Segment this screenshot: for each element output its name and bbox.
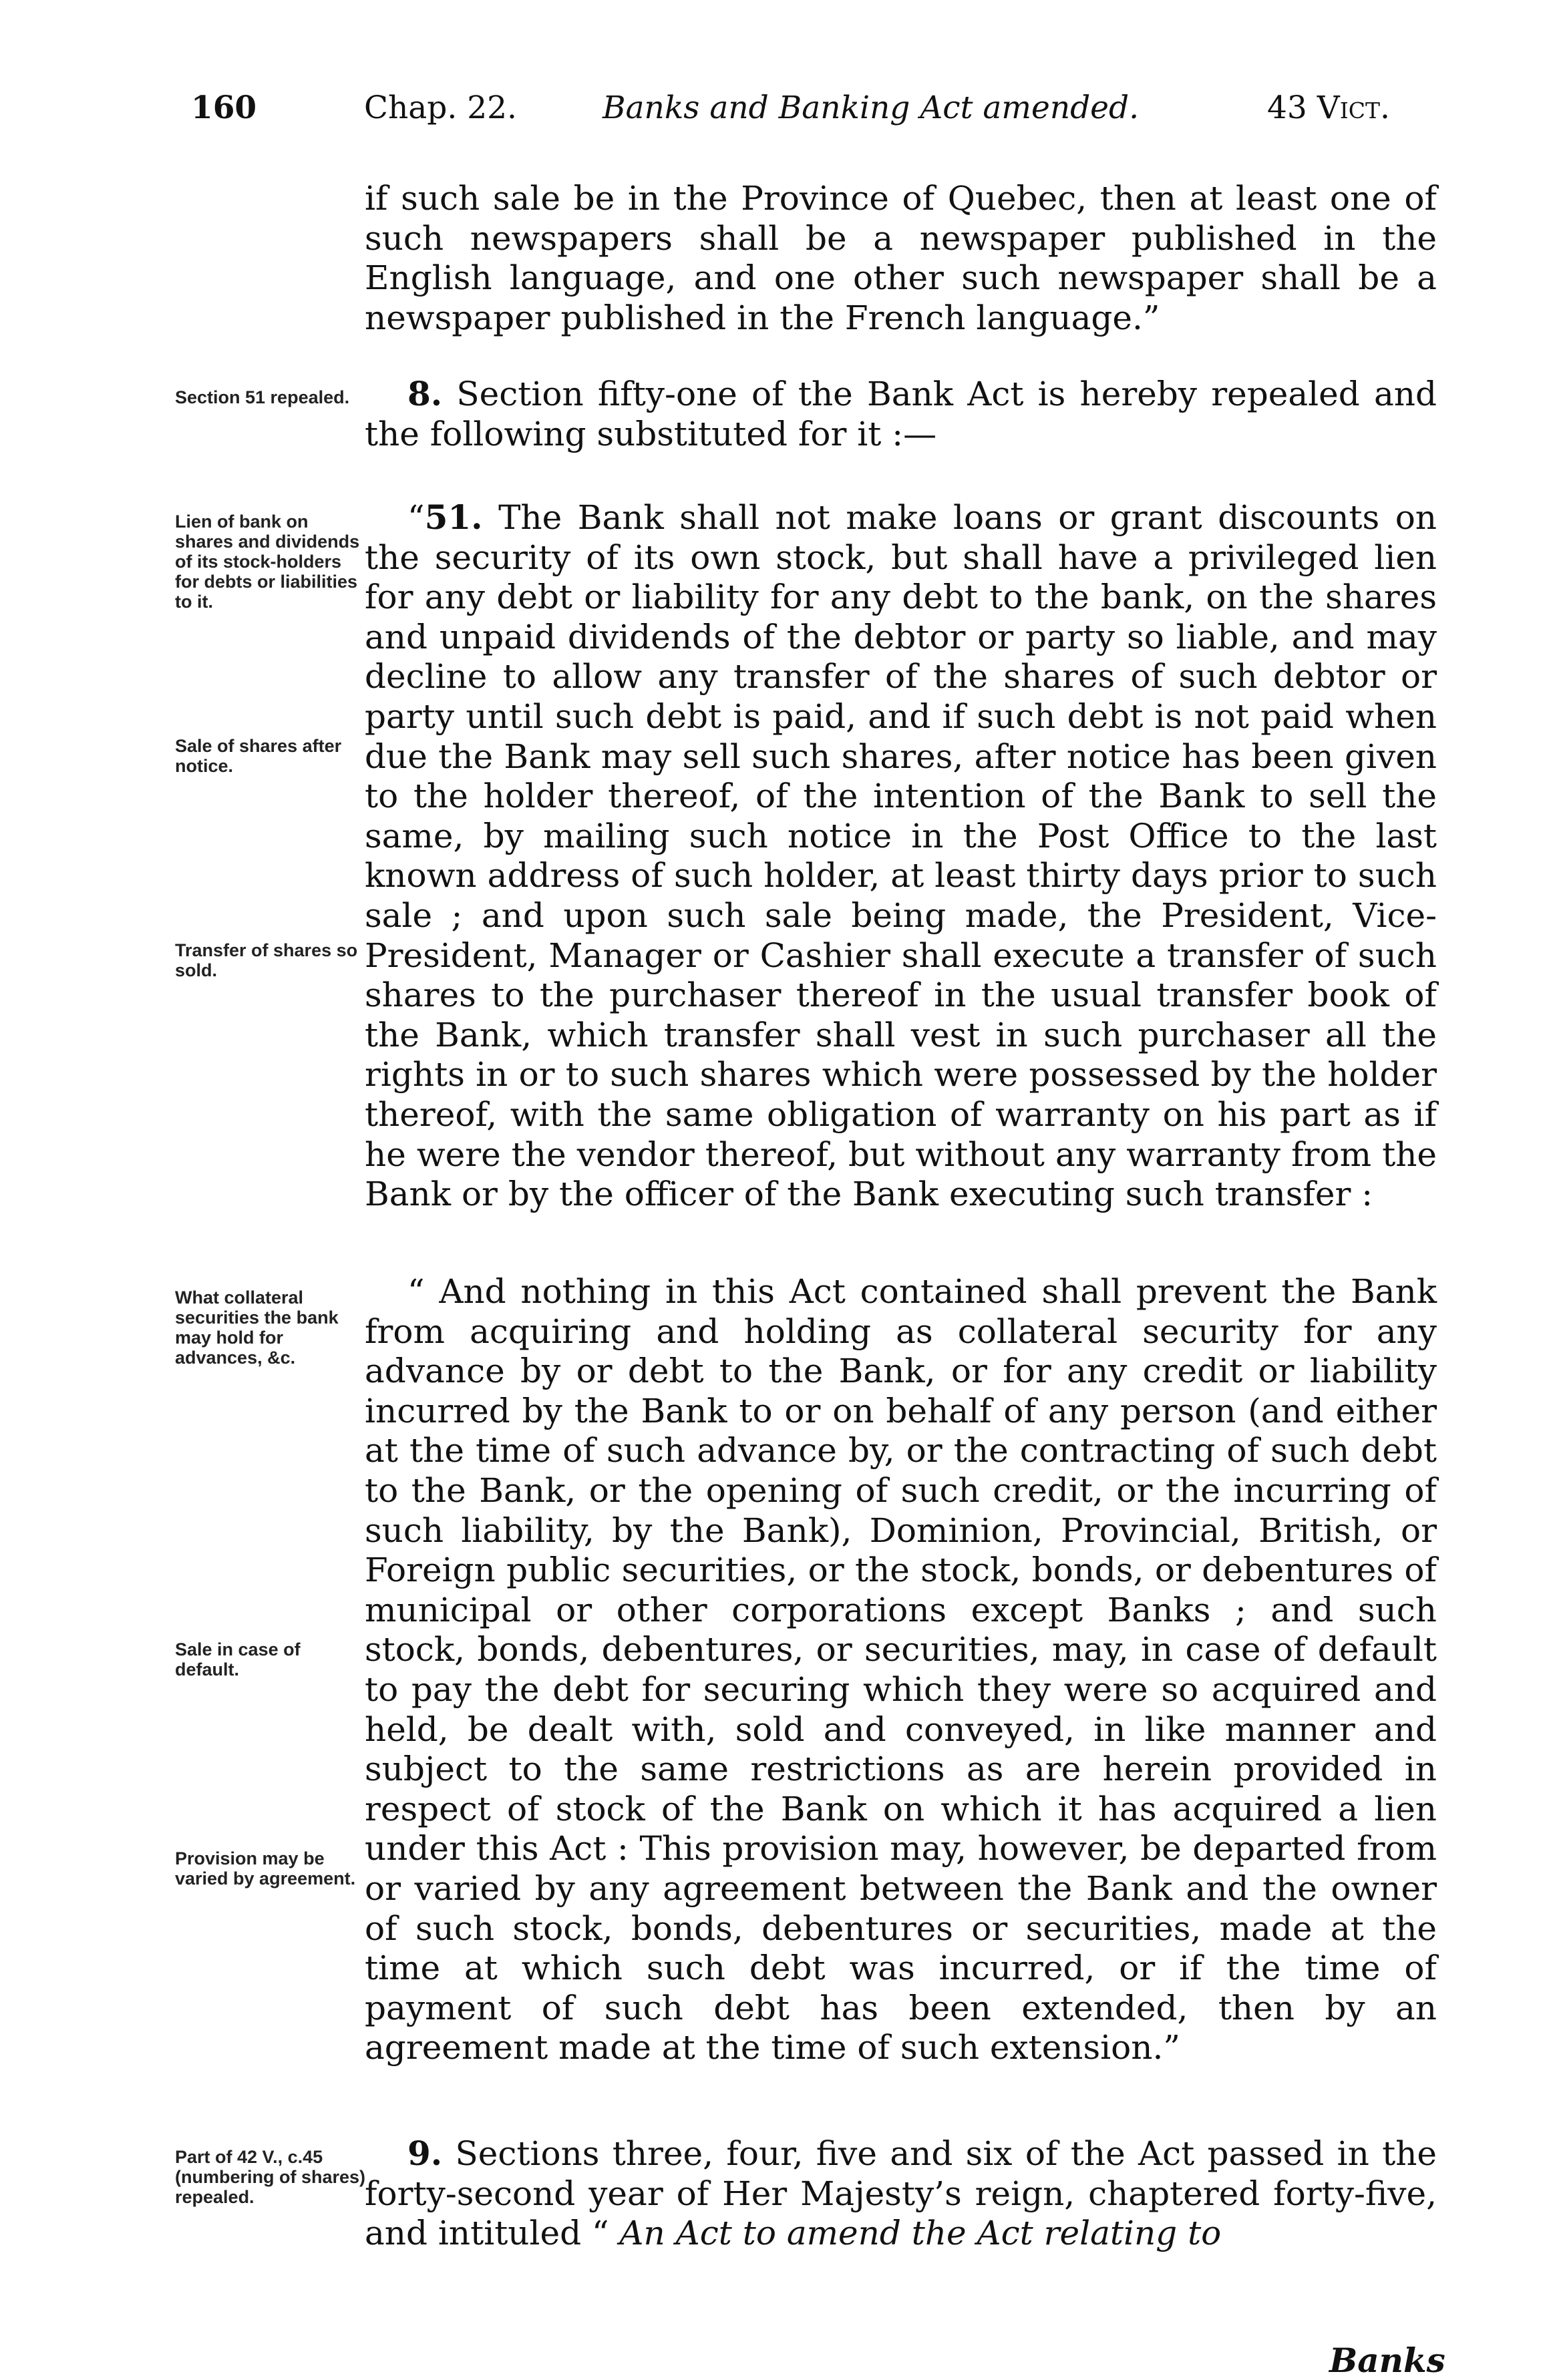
margin-note-collateral-securities: What collateral securities the bank may hold for advances, &c. — [175, 1287, 339, 1368]
page-number: 160 — [191, 89, 257, 126]
chapter-label: Chap. 22. — [364, 89, 517, 126]
section-9-paragraph — [365, 2134, 1437, 2254]
margin-note-sale-of-shares: Sale of shares after notice. — [175, 736, 342, 776]
paragraph-collateral-security: “ And nothing in this Act contained shall prevent the Bank from acquiring and holding as collateral security for any advance by or debt to the Bank, or for any credit or liability incurred by the Bank to or on behalf of any person (and either at the time of such advance by, or the contracting of such debt to the Bank, or the opening of such credit, or the incurring of such liability, by the Bank), Dominion, Provincial, British, or Foreign public securities, or the stock, bonds, or debentures of municipal or other corporations except Banks ; and such stock, bonds, debentures, or securities, may, in case of default to pay the debt for securing which they were so acquired and held, be dealt with, sold and conveyed, in like manner and subject to the same restrictions as are herein provided in respect of stock of the Bank on which it has acquired a lien under this Act : This provision may, however, be departed from or varied by any agreement between the Bank and the owner of such stock, bonds, debentures or securities, made at the time at which such debt was incurred, or if the time of payment of such debt has been extended, then by an agreement made at the time of such extension.” — [365, 1272, 1437, 2067]
catchword: Banks — [1329, 2341, 1445, 2380]
section-text: The Bank shall not make loans or grant discounts on the security of its own stock, but shall have a privileged lien for any debt or liability for any debt to the bank, on the shares and unpaid dividends of the debtor or party so liable, and may decline to allow any transfer of the shares of such debtor or party until such debt is paid, and if such debt is not paid when due the Bank may sell such shares, after notice has been given to the holder thereof, of the intention of the Bank to sell the same, by mailing such notice in the Post Office to the last known address of such holder, at least thirty days prior to such sale ; and upon such sale being made, the President, Vice-President, Manager or Cashier shall execute a transfer of such shares to the purchaser thereof in the usual transfer book of the Bank, which transfer shall vest in such purchaser all the rights in or to such shares which were possessed by the holder thereof, with the same obligation of warranty on his part as if he were the vendor thereof, but without any warranty from the Bank or by the officer of the Bank executing such transfer : — [365, 498, 1437, 1214]
running-header — [0, 89, 1543, 136]
section-8-paragraph — [365, 374, 1437, 454]
regnal-year: 43 Vict. — [1267, 89, 1390, 126]
section-text: Section fifty-one of the Bank Act is hereby repealed and the following substituted for it :— — [365, 375, 1437, 453]
margin-note-part-of-42-v: Part of 42 V., c.45 (numbering of shares) repealed. — [175, 2147, 366, 2207]
margin-note-lien-of-bank: Lien of bank on shares and dividends of its stock-holders for debts or liabilities to it. — [175, 512, 360, 612]
section-number: 8. — [407, 374, 443, 413]
paragraph-quebec-newspapers: if such sale be in the Province of Quebec, then at least one of such newspapers shall be a newspaper published in the English language, and one other such newspaper shall be a newspaper published in the French language.” — [365, 179, 1437, 337]
margin-note-provision-varied: Provision may be varied by agreement. — [175, 1848, 356, 1889]
margin-note-section-51-repealed: Section 51 repealed. — [175, 387, 350, 407]
section-number: 51. — [424, 498, 483, 537]
quote-mark: “ — [407, 498, 425, 537]
section-51-paragraph — [365, 498, 1437, 1215]
section-number: 9. — [407, 2134, 443, 2173]
section-text: Sections three, four, five and six of the Act passed in the forty-second year of Her Majesty’s reign, chaptered forty-five, and intituled “ — [365, 2134, 1437, 2253]
margin-note-sale-in-default: Sale in case of default. — [175, 1639, 301, 1679]
running-title: Banks and Banking Act amended. — [603, 89, 1140, 126]
act-title-italic: An Act to amend the Act relating to — [619, 2214, 1222, 2253]
margin-note-transfer-of-shares: Transfer of shares so sold. — [175, 940, 358, 980]
